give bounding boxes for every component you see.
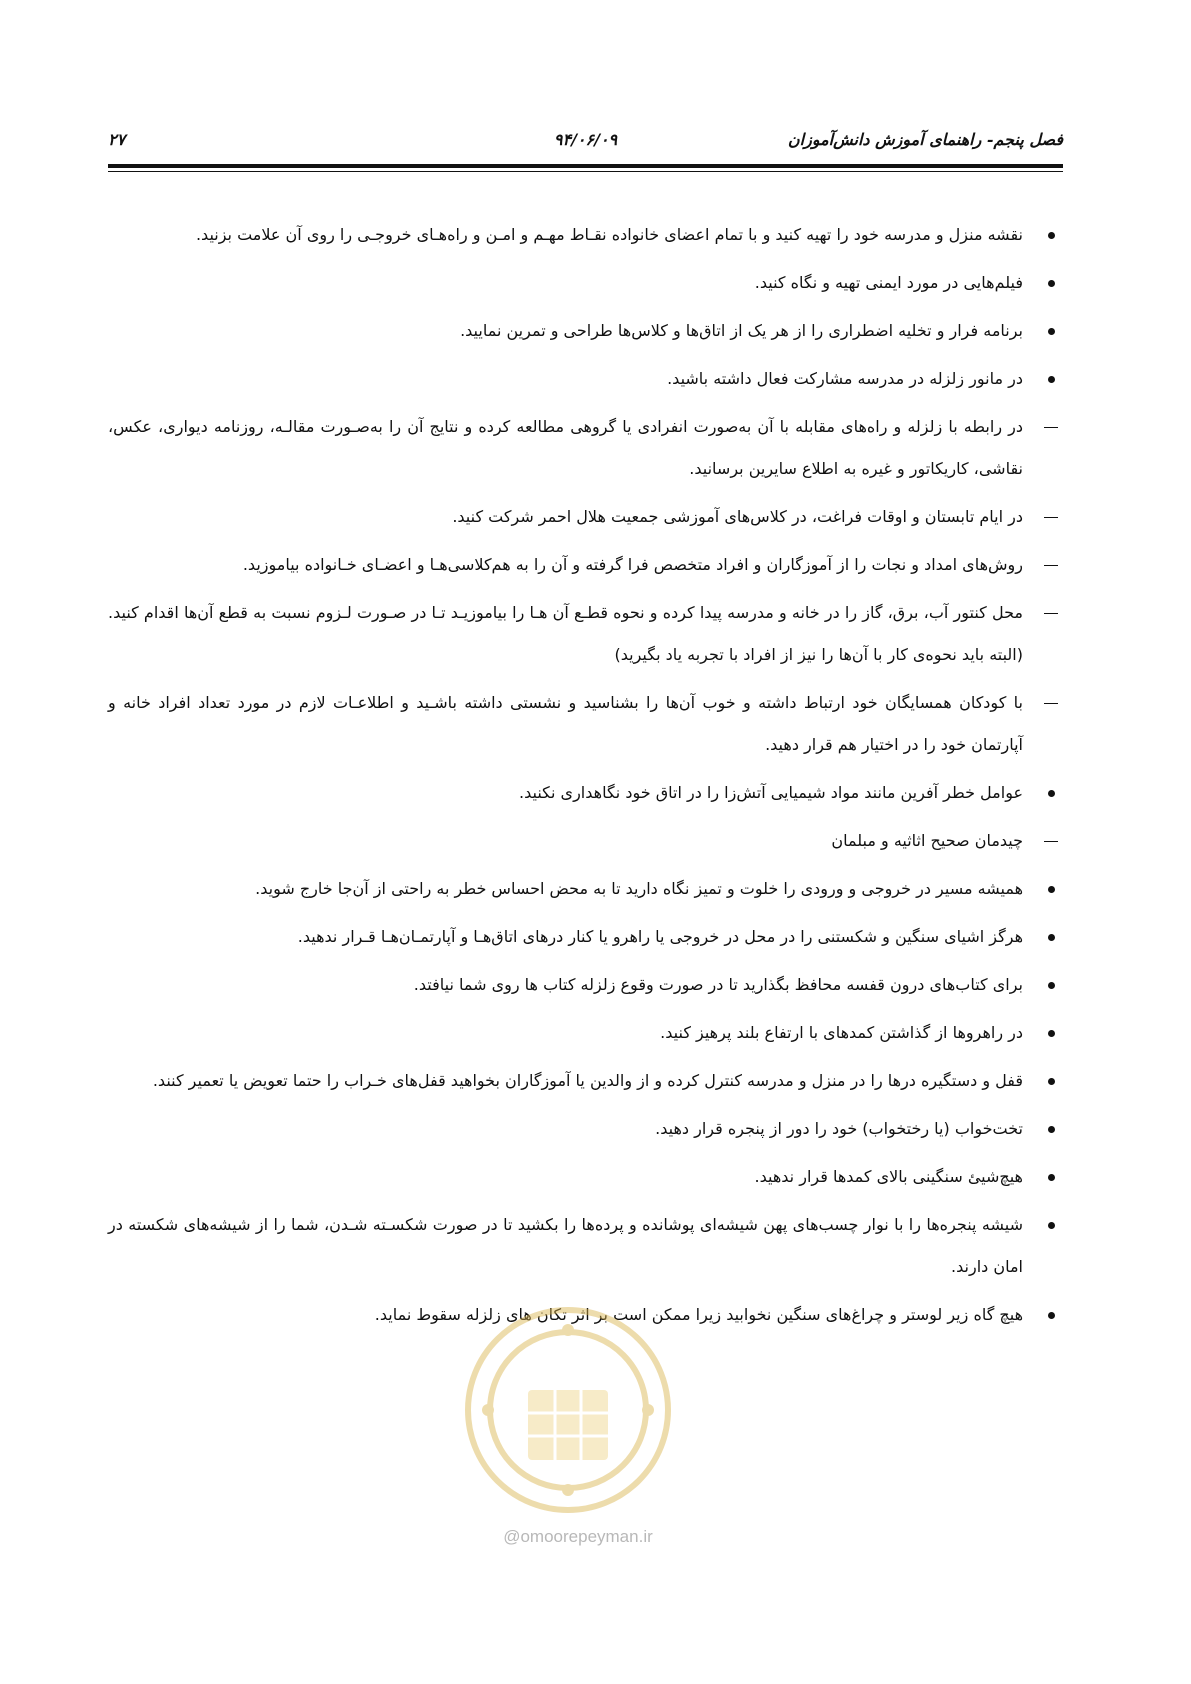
item-text: برای کتاب‌های درون قفسه محافظ بگذارید تا در صورت وقوع زلزله کتاب ها روی شما نیافتد. [413, 975, 1023, 994]
bullet-marker [1039, 262, 1063, 304]
dash-marker [1039, 406, 1063, 448]
dash-item [108, 406, 1063, 490]
item-text: در رابطه با زلزله و راه‌های مقابله با آن به‌صورت انفرادی یا گروهی مطالعه کرده و نتایج آن را به‌صـورت مقالـه، روزنامه دیواری، عکس، نقاشی، کاریکاتور و غیره به اطلاع سایرین برسانید. [108, 417, 1023, 478]
item-text: عوامل خطر آفرین مانند مواد شیمیایی آتش‌زا را در اتاق خود نگاهداری نکنید. [519, 783, 1023, 802]
bullet-item [108, 868, 1063, 910]
item-text: محل کنتور آب، برق، گاز را در خانه و مدرسه پیدا کرده و نحوه قطـع آن هـا را بیاموزیـد تـا در صـورت لـزوم نسبت به قطع آن‌ها اقدام کنید. (البته باید نحوه‌ی کار با آن‌ها را نیز از افراد با تجربه یاد بگیرید) [108, 603, 1023, 664]
item-text: هیچ گاه زیر لوستر و چراغ‌های سنگین نخوابید زیرا ممکن است بر اثر تکان های زلزله سقوط نماید. [374, 1305, 1023, 1324]
watermark-url: @omoorepeyman.ir [503, 1527, 653, 1546]
item-text: هیچ‌شیئ سنگینی بالای کمدها قرار ندهید. [754, 1167, 1023, 1186]
dash-marker [1039, 544, 1063, 586]
page-number: ۲۷ [108, 130, 126, 149]
dash-marker [1039, 820, 1063, 862]
bullet-item [108, 358, 1063, 400]
item-text: روش‌های امداد و نجات را از آموزگاران و افراد متخصص فرا گرفته و آن را به هم‌کلاسی‌هـا و اعضـای خـانواده بیاموزید. [242, 555, 1023, 574]
dash-marker [1039, 682, 1063, 724]
dash-item [108, 544, 1063, 586]
body-content [108, 214, 1063, 1342]
dash-marker [1039, 496, 1063, 538]
bullet-item [108, 1060, 1063, 1102]
bullet-marker [1039, 310, 1063, 352]
item-text: نقشه منزل و مدرسه خود را تهیه کنید و با تمام اعضای خانواده نقـاط مهـم و امـن و راه‌هـای خروجـی را روی آن علامت بزنید. [195, 225, 1023, 244]
bullet-marker [1039, 964, 1063, 1006]
bullet-item [108, 1156, 1063, 1198]
item-text: برنامه فرار و تخلیه اضطراری را از هر یک از اتاق‌ها و کلاس‌ها طراحی و تمرین نمایید. [460, 321, 1023, 340]
watermark-logo [458, 1295, 678, 1525]
bullet-marker [1039, 1204, 1063, 1246]
dash-item [108, 820, 1063, 862]
item-text: در راهروها از گذاشتن کمدهای با ارتفاع بلند پرهیز کنید. [660, 1023, 1023, 1042]
item-text: شیشه پنجره‌ها را با نوار چسب‌های پهن شیشه‌ای پوشانده و پرده‌ها را بکشید تا در صورت شکسـته شـدن، شما را از شیشه‌های شکسته در امان دارند. [108, 1215, 1023, 1276]
bullet-item [108, 214, 1063, 256]
dash-item [108, 496, 1063, 538]
header-rule-thick [108, 164, 1063, 168]
bullet-marker [1039, 1108, 1063, 1150]
dash-item [108, 682, 1063, 766]
bullet-item [108, 1108, 1063, 1150]
bullet-marker [1039, 1294, 1063, 1336]
bullet-marker [1039, 1156, 1063, 1198]
bullet-item [108, 916, 1063, 958]
bullet-item [108, 262, 1063, 304]
bullet-marker [1039, 358, 1063, 400]
bullet-marker [1039, 916, 1063, 958]
bullet-marker [1039, 214, 1063, 256]
item-text: قفل و دستگیره درها را در منزل و مدرسه کنترل کرده و از والدین یا آموزگاران بخواهید قفل‌های خـراب را حتما تعویض یا تعمیر کنند. [152, 1071, 1023, 1090]
bullet-marker [1039, 772, 1063, 814]
chapter-title: فصل پنجم- راهنمای آموزش دانش‌آموزان [787, 130, 1063, 149]
item-text: در مانور زلزله در مدرسه مشارکت فعال داشته باشید. [667, 369, 1023, 388]
bullet-item [108, 1204, 1063, 1288]
item-text: هرگز اشیای سنگین و شکستنی را در محل در خروجی یا راهرو یا کنار درهای اتاق‌هـا و آپارتمـان‌هـا قـرار ندهید. [297, 927, 1023, 946]
item-text: چیدمان صحیح اثاثیه و مبلمان [831, 831, 1023, 850]
item-text: تخت‌خواب (یا رختخواب) خود را دور از پنجره قرار دهید. [655, 1119, 1023, 1138]
bullet-marker [1039, 1060, 1063, 1102]
dash-item [108, 592, 1063, 676]
item-text: فیلم‌هایی در مورد ایمنی تهیه و نگاه کنید. [754, 273, 1023, 292]
bullet-marker [1039, 868, 1063, 910]
header-rule-thin [108, 171, 1063, 172]
header-date: ۹۴/۰۶/۰۹ [553, 130, 618, 149]
bullet-item [108, 1012, 1063, 1054]
dash-marker [1039, 592, 1063, 634]
bullet-item [108, 964, 1063, 1006]
item-text: در ایام تابستان و اوقات فراغت، در کلاس‌های آموزشی جمعیت هلال احمر شرکت کنید. [452, 507, 1023, 526]
bullet-item [108, 310, 1063, 352]
bullet-marker [1039, 1012, 1063, 1054]
page-header [108, 130, 1063, 164]
item-text: با کودکان همسایگان خود ارتباط داشته و خوب آن‌ها را بشناسید و نشستی داشته باشـید و اطلاعـات لازم در مورد تعداد افراد خانه و آپارتمان خود را در اختیار هم قرار دهید. [108, 693, 1023, 754]
item-text: همیشه مسیر در خروجی و ورودی را خلوت و تمیز نگاه دارید تا به محض احساس خطر به راحتی از آن‌جا خارج شوید. [255, 879, 1023, 898]
bullet-item [108, 772, 1063, 814]
